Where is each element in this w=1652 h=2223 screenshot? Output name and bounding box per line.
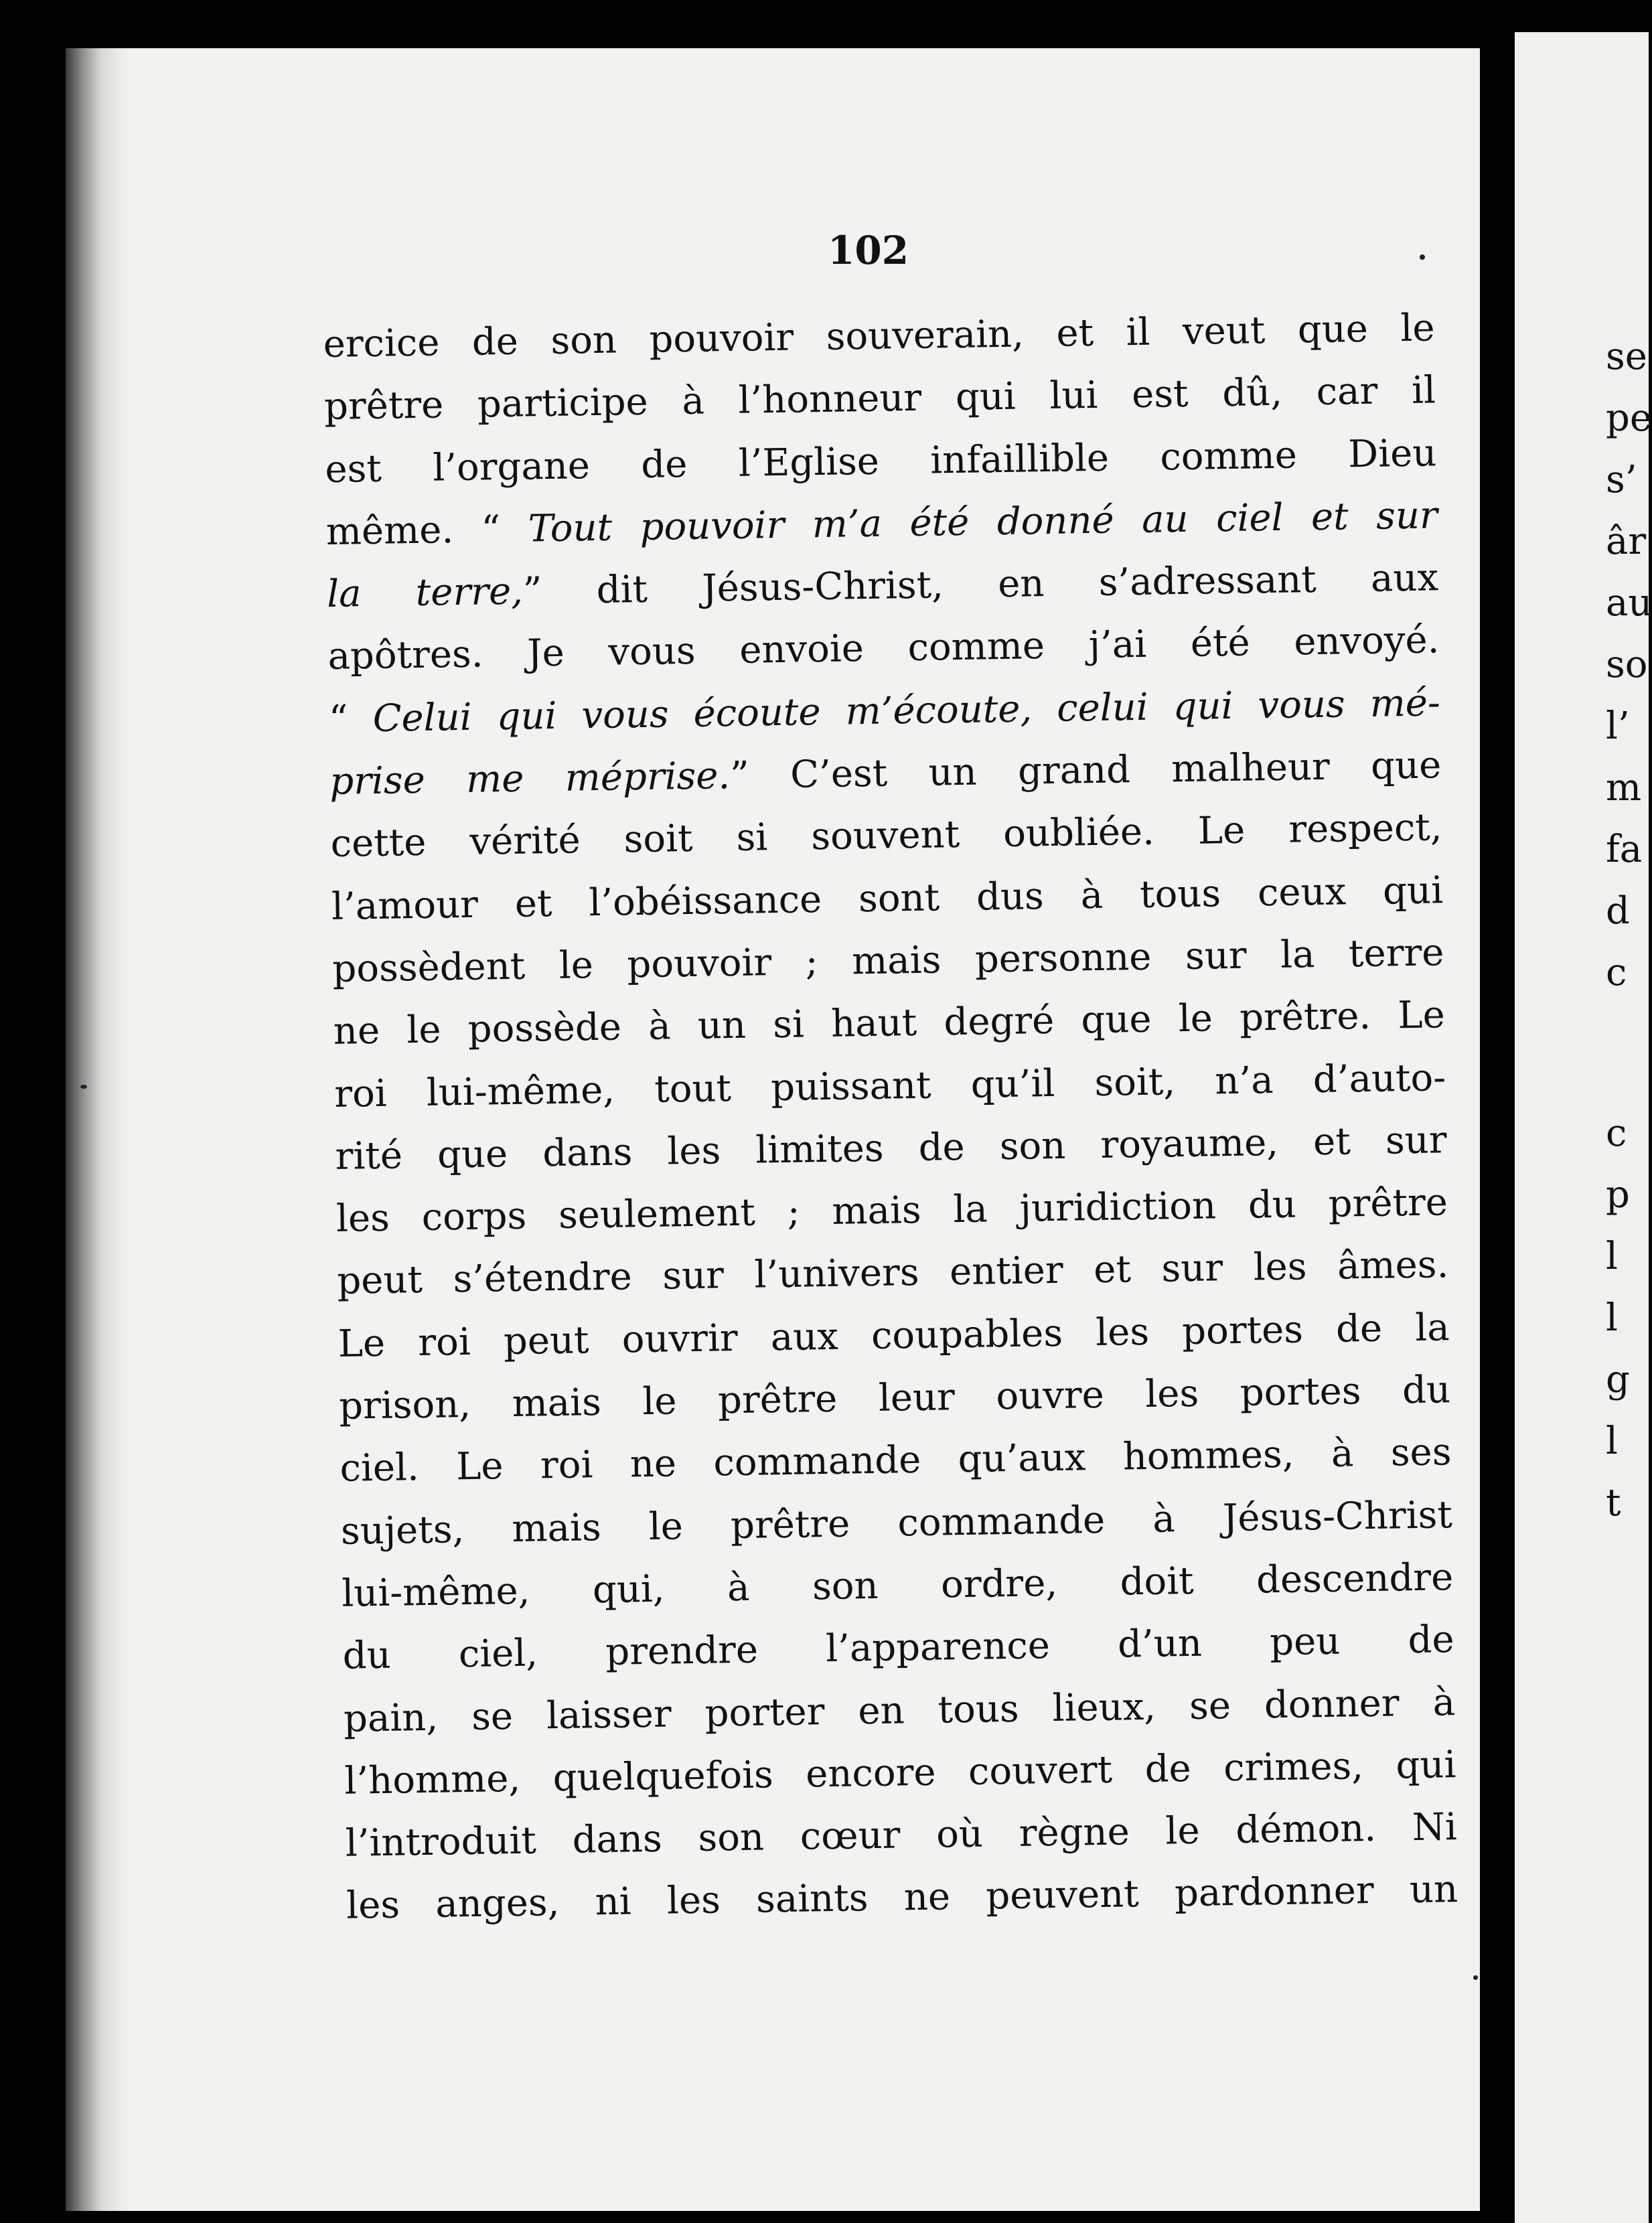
- page-number: 102: [828, 228, 909, 273]
- right-page-fragment: m: [1606, 766, 1642, 810]
- line-text: ne le possède à un si haut degré que le prêtre. Le: [333, 993, 1446, 1054]
- right-page-fragment: pe: [1606, 396, 1652, 440]
- line-text: l’homme, quelquefois encore couvert de crimes, qui: [344, 1742, 1456, 1803]
- right-page-fragment: t: [1606, 1481, 1621, 1525]
- line-text: prêtre participe à l’honneur qui lui est dû, car il: [323, 368, 1436, 429]
- line-text: Le roi peut ouvrir aux coupables les portes de la: [337, 1305, 1450, 1366]
- right-page-fragment: âr: [1606, 520, 1647, 563]
- italic-quote-text: la terre,: [326, 569, 524, 617]
- line-text: prison, mais le prêtre leur ouvre les portes du: [338, 1368, 1451, 1428]
- page-edge-shading: [66, 48, 130, 2211]
- line-text: possèdent le pouvoir ; mais personne sur la terre: [332, 931, 1444, 991]
- right-page-fragment: so: [1606, 643, 1648, 686]
- right-page-fragment: fa: [1606, 828, 1643, 871]
- line-text: même. “: [325, 507, 529, 554]
- right-page-fragment: c: [1606, 951, 1627, 994]
- line-text: roi lui-même, tout puissant qu’il soit, n’a d’auto-: [333, 1055, 1446, 1116]
- line-text: ” C’est un grand malheur que: [729, 743, 1442, 798]
- right-page-fragment: au: [1606, 581, 1652, 625]
- line-text: ” dit Jésus-Christ, en s’adressant aux: [522, 556, 1439, 613]
- right-page-fragment: g: [1606, 1358, 1630, 1401]
- right-page-fragment: l: [1606, 1296, 1618, 1340]
- line-text: apôtres. Je vous envoie comme j’ai été envoyé.: [327, 618, 1440, 679]
- scan-speck: [1473, 1975, 1478, 1980]
- right-page-fragment: s’: [1606, 458, 1637, 502]
- line-text: les corps seulement ; mais la juridiction du prêtre: [335, 1180, 1448, 1241]
- line-text: sujets, mais le prêtre commande à Jésus-Christ: [340, 1492, 1453, 1553]
- line-text: ciel. Le roi ne commande qu’aux hommes, à ses: [340, 1430, 1452, 1491]
- line-text: l’introduit dans son cœur où règne le démon. Ni: [345, 1805, 1458, 1865]
- book-gutter: [1480, 27, 1515, 2223]
- right-page-fragment: c: [1606, 1112, 1627, 1155]
- line-text: “: [328, 696, 374, 741]
- right-page-fragment: l: [1606, 1420, 1618, 1463]
- right-page-fragment: p: [1606, 1173, 1630, 1217]
- line-text: lui-même, qui, à son ordre, doit descendre: [341, 1555, 1454, 1616]
- right-page-fragment: se: [1606, 335, 1647, 378]
- italic-quote-text: Celui qui vous écoute m’écoute, celui qui vous mé-: [372, 681, 1441, 741]
- scan-speck: [80, 1085, 87, 1089]
- line-text: pain, se laisser porter en tous lieux, se donner à: [343, 1680, 1456, 1741]
- right-page-fragment: l: [1606, 1235, 1618, 1278]
- line-text: peut s’étendre sur l’univers entier et sur les âmes.: [336, 1243, 1449, 1304]
- scan-speck: [1420, 254, 1425, 260]
- line-text: cette vérité soit si souvent oubliée. Le respect,: [330, 806, 1443, 866]
- line-text: est l’organe de l’Eglise infaillible comme Dieu: [324, 431, 1437, 491]
- line-text: ercice de son pouvoir souverain, et il veut que le: [323, 306, 1435, 366]
- right-page-fragment: d: [1606, 889, 1630, 933]
- line-text: les anges, ni les saints ne peuvent pardonner un: [346, 1867, 1458, 1928]
- body-text: [323, 297, 1458, 1937]
- right-page-fragment: l’: [1606, 704, 1630, 748]
- italic-quote-text: Tout pouvoir m’a été donné au ciel et sur: [528, 493, 1438, 551]
- line-text: du ciel, prendre l’apparence d’un peu de: [342, 1618, 1455, 1679]
- italic-quote-text: prise me méprise.: [329, 754, 731, 803]
- line-text: rité que dans les limites de son royaume, et sur: [335, 1118, 1447, 1178]
- line-text: l’amour et l’obéissance sont dus à tous ceux qui: [331, 868, 1444, 929]
